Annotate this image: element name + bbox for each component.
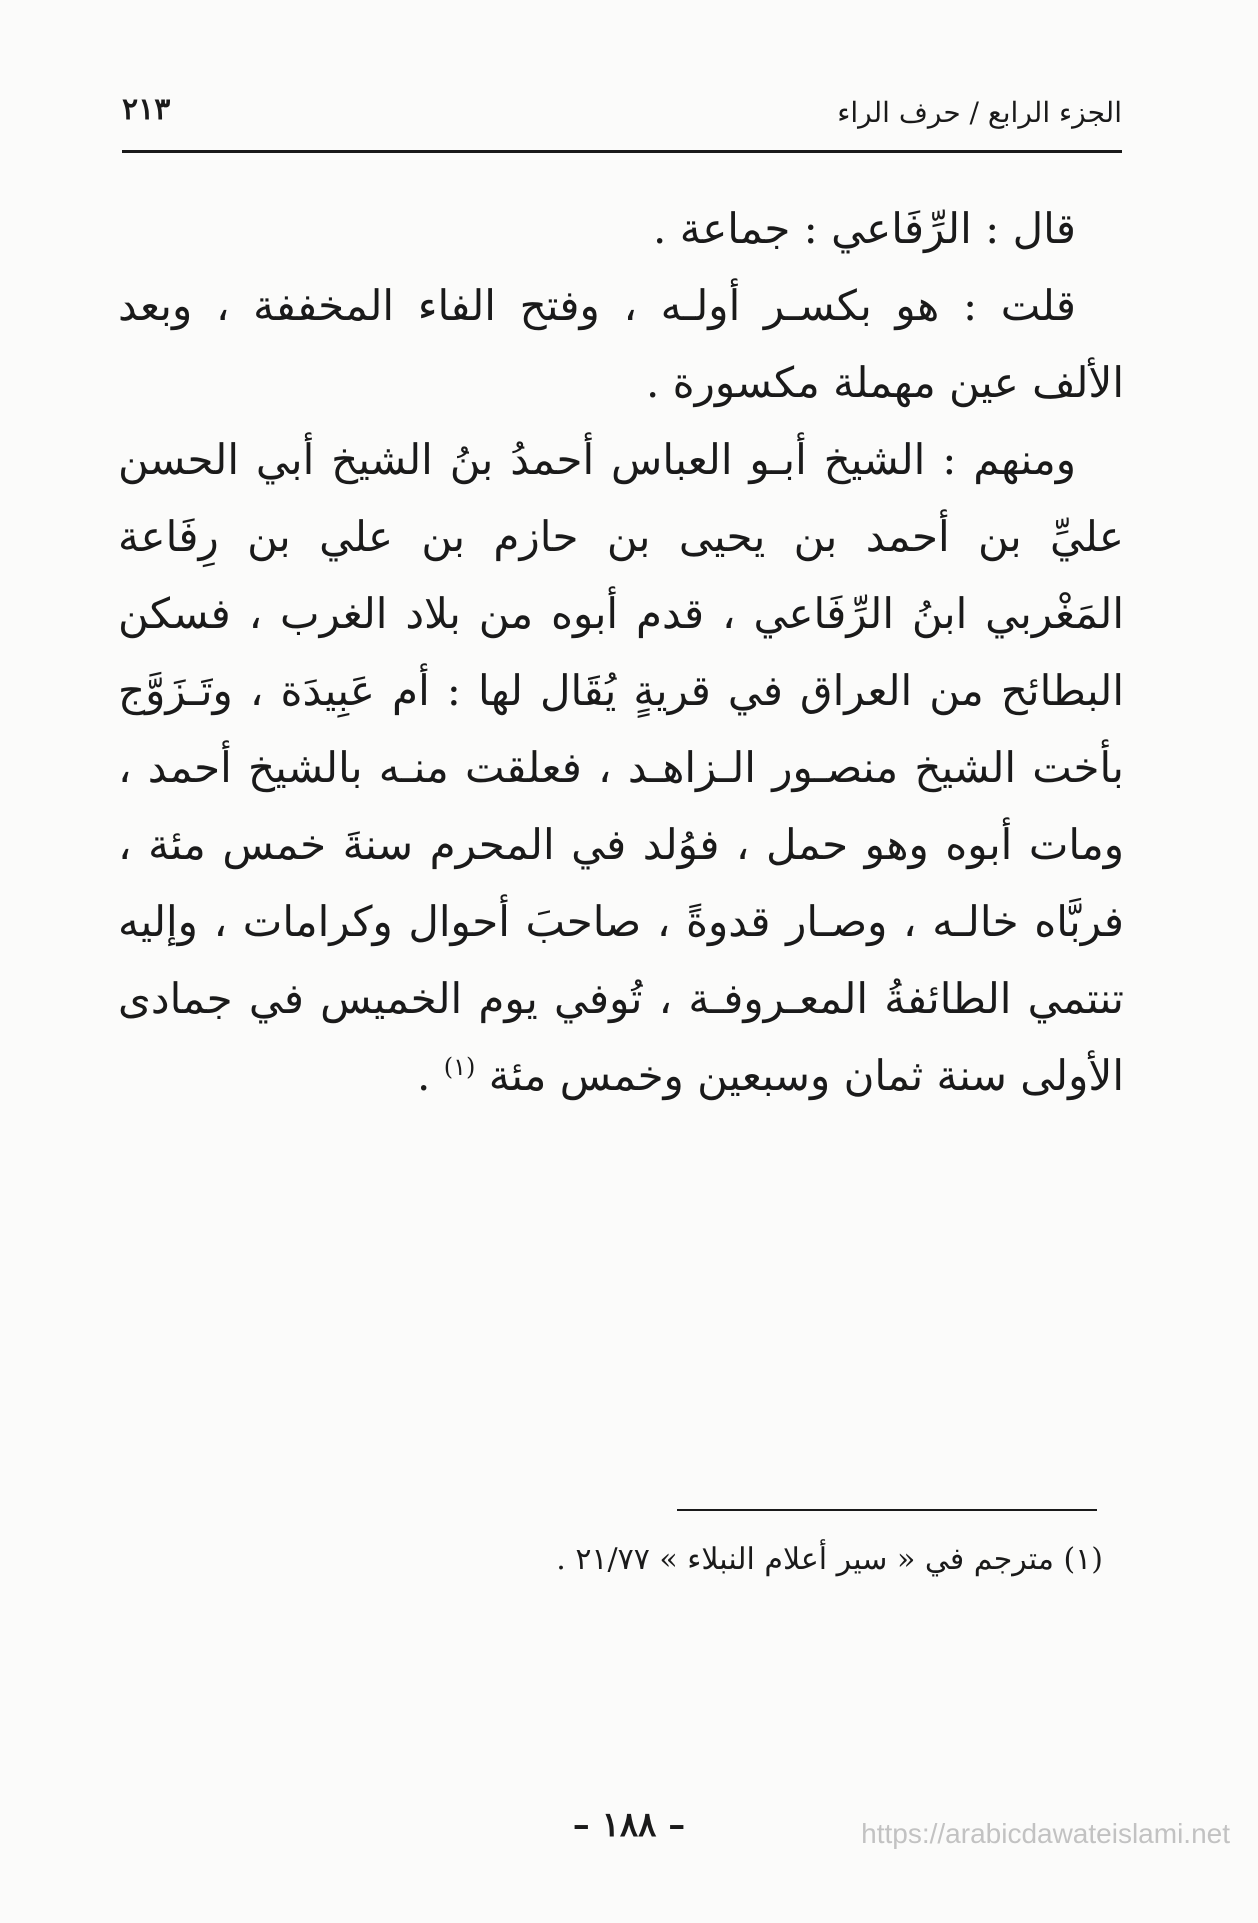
biography-text: ومنهم : الشيخ أبـو العباس أحمدُ بنُ الشيخ أبي الحسن عليِّ بن أحمد بن يحيى بن حازم بن علي بن رِفَاعة المَغْربي ابنُ الرِّفَاعي ، قدم أبوه من بلاد الغرب ، فسكن البطائح من العراق في قريةٍ يُقَال لها : أم عَبِيدَة ، وتَـزَوَّج بأخت الشيخ منصـور الـزاهـد ، فعلقت منـه بالشيخ أحمد ، ومات أبوه وهو حمل ، فوُلد في المحرم سنةَ خمس مئة ، فربَّاه خالـه ، وصـار قدوةً ، صاحبَ أحوال وكرامات ، وإليه تنتمي الطائفةُ المعـروفـة ، تُوفي يوم الخميس في جمادى الأولى سنة ثمان وسبعين وخمس مئة [118,435,1124,1100]
watermark-url: https://arabicdawateislami.net [861,1818,1230,1849]
running-header [122,92,1122,142]
running-header-title: الجزء الرابع / حرف الراء [837,96,1122,129]
paragraph-biography [118,421,1124,1114]
header-divider [122,150,1122,153]
main-text [118,190,1124,1114]
footnote-reference[interactable]: (١) [443,1053,476,1081]
footnote-divider [677,1509,1097,1511]
footnote: (١) مترجم في « سير أعلام النبلاء » ٢١/٧٧ . [556,1542,1103,1577]
paragraph-pronunciation: قلت : هو بكسـر أولـه ، وفتح الفاء المخففة ، وبعد الألف عين مهملة مكسورة . [118,281,1124,407]
page-number: – ١٨٨ – [572,1805,686,1845]
running-header-page-ref: ٢١٣ [122,92,171,127]
biography-closing: . [417,1051,444,1100]
paragraph-rifai-definition: قال : الرِّفَاعي : جماعة . [653,204,1076,253]
